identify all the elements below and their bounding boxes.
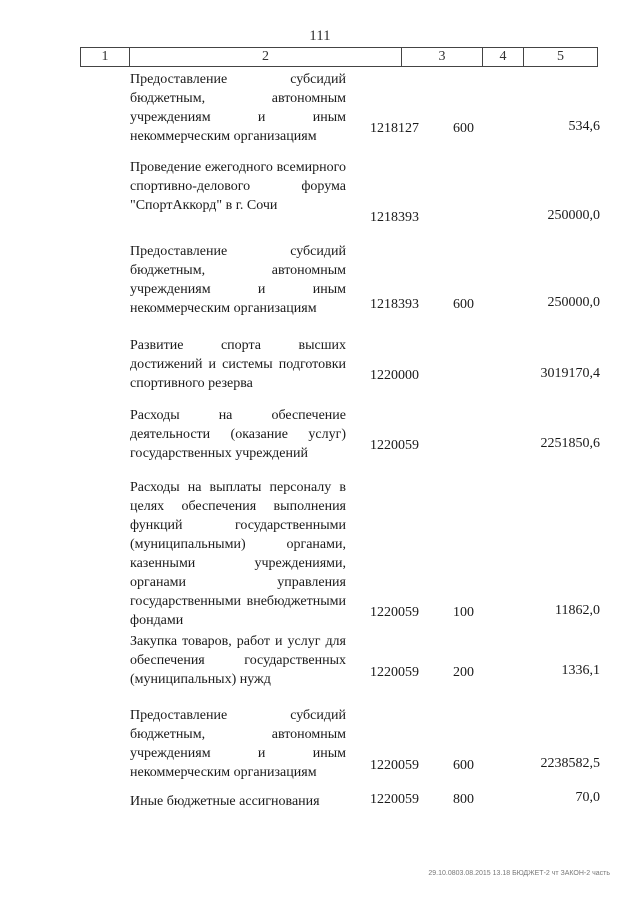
- header-col-5: 5: [557, 49, 564, 64]
- header-col-1: 1: [81, 48, 130, 66]
- row-code: 1218127: [370, 121, 419, 136]
- row-expense-type: 600: [453, 297, 474, 312]
- row-amount: 1336,1: [561, 663, 600, 678]
- row-code: 1218393: [370, 297, 419, 312]
- row-amount: 250000,0: [547, 208, 600, 223]
- row-amount: 70,0: [575, 790, 600, 805]
- row-expense-type: 100: [453, 605, 474, 620]
- row-description: Иные бюджетные ассигнования: [130, 794, 320, 809]
- row-expense-type: 800: [453, 792, 474, 807]
- row-description: Предоставление субсидий бюджетным, автономным учреждениям и иным некоммерческим организациям: [130, 72, 346, 144]
- row-expense-type: 200: [453, 665, 474, 680]
- footer-note: 29.10.0803.08.2015 13.18 БЮДЖЕТ-2 чт ЗАКОН-2 часть: [428, 870, 610, 877]
- row-description: Расходы на обеспечение деятельности (оказание услуг) государственных учреждений: [130, 408, 346, 461]
- row-amount: 534,6: [568, 119, 600, 134]
- row-description: Предоставление субсидий бюджетным, автономным учреждениям и иным некоммерческим организациям: [130, 708, 346, 780]
- row-code: 1220059: [370, 438, 419, 453]
- row-amount: 2238582,5: [540, 756, 600, 771]
- row-code: 1220000: [370, 368, 419, 383]
- row-amount: 11862,0: [555, 603, 600, 618]
- row-code: 1220059: [370, 792, 419, 807]
- page-number: 111: [309, 28, 331, 44]
- table-header: [80, 47, 598, 67]
- row-description: Развитие спорта высших достижений и системы подготовки спортивного резерва: [130, 338, 346, 391]
- row-description: Предоставление субсидий бюджетным, автономным учреждениям и иным некоммерческим организациям: [130, 244, 346, 316]
- row-expense-type: 600: [453, 121, 474, 136]
- row-amount: 3019170,4: [540, 366, 600, 381]
- row-code: 1220059: [370, 665, 419, 680]
- row-code: 1218393: [370, 210, 419, 225]
- row-description: Расходы на выплаты персоналу в целях обеспечения выполнения функций государственными (муниципальными) органами, казенными учреждениями, органами управления государственными внебюджетными фондами: [130, 480, 346, 628]
- row-amount: 250000,0: [547, 295, 600, 310]
- row-expense-type: 600: [453, 758, 474, 773]
- row-code: 1220059: [370, 605, 419, 620]
- header-col-4: 4: [483, 48, 524, 66]
- header-col-2: 2: [130, 48, 402, 66]
- row-code: 1220059: [370, 758, 419, 773]
- row-description: Закупка товаров, работ и услуг для обеспечения государственных (муниципальных) нужд: [130, 634, 346, 687]
- header-col-3: 3: [402, 48, 483, 66]
- row-amount: 2251850,6: [540, 436, 600, 451]
- row-description: Проведение ежегодного всемирного спортивно-делового форума "СпортАккорд" в г. Сочи: [130, 160, 346, 213]
